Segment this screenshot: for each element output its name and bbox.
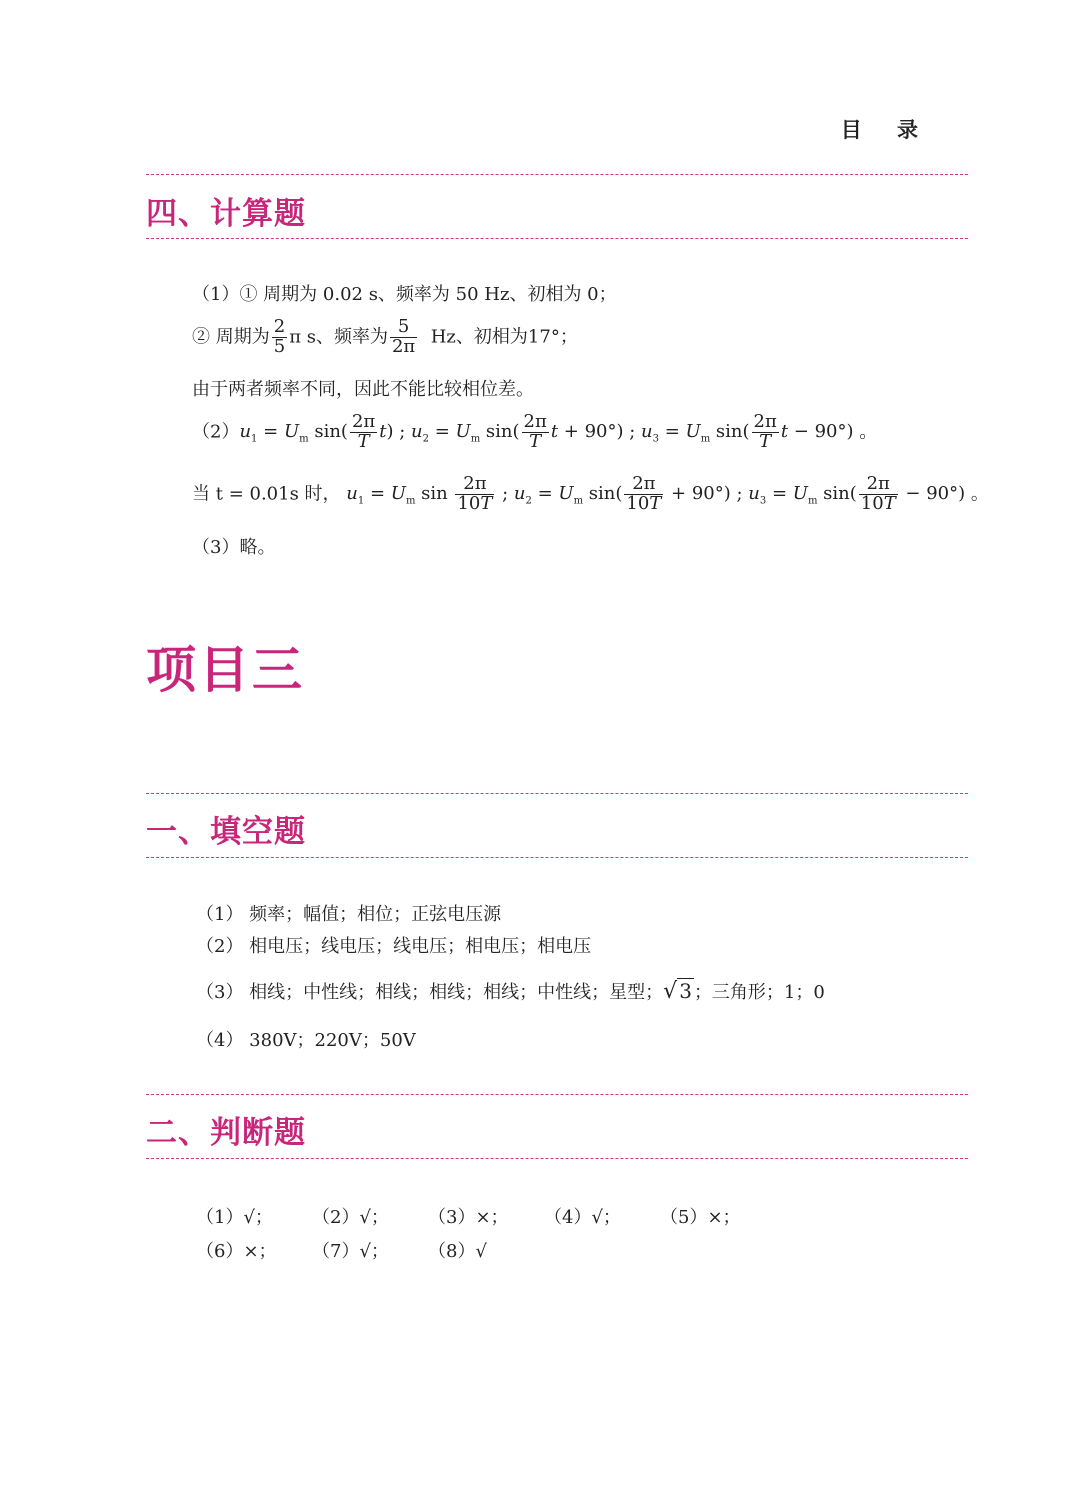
fraction (390, 318, 417, 357)
sqrt-symbol: √ 3 (663, 979, 692, 1004)
calc-line-2 (192, 318, 578, 357)
judge-item-1: （1）√； (196, 1207, 273, 1228)
judge-item-3: （3）×； (428, 1207, 509, 1228)
judge-item-8: （8）√ (428, 1241, 487, 1262)
fill-item-2: （2） 相电压；线电压；线电压；相电压；相电压 (196, 936, 592, 957)
judge-item-6: （6）×； (196, 1241, 277, 1262)
divider (146, 1158, 968, 1159)
denominator: 2π (391, 335, 416, 357)
fill-item-1: （1） 频率；幅值；相位；正弦电压源 (196, 904, 502, 925)
formula-u3: $u_3 = U_m$ sin( $\frac{2\pi}{T}$ t − 90°) (641, 411, 854, 452)
fill-item-3 (196, 978, 825, 1004)
fill-item-3-post: ；三角形；1；0 (693, 982, 825, 1003)
fill-item-4: （4） 380V；220V；50V (196, 1030, 416, 1051)
divider (146, 793, 968, 794)
formula-u2: $u_2 = U_m$ sin( $\frac{2\pi}{T}$ t + 90°) (411, 411, 624, 452)
formula-u2-t: $u_2 = U_m$ sin( $\frac{2\pi}{10T}$ + 90°) (513, 473, 731, 514)
calc-line-6: （3）略。 (192, 537, 276, 558)
judge-item-7: （7）√； (312, 1241, 389, 1262)
calc-line-5-cond: t = 0.01s 时， (215, 483, 341, 505)
formula-u1-t: $u_1 = U_m$ sin $\frac{2\pi}{10T}$ (346, 473, 493, 514)
section-title-judge: 二、判断题 (146, 1115, 306, 1151)
denominator: 5 (273, 335, 286, 357)
divider (146, 174, 968, 175)
calc-line-4-pre: （2） (192, 421, 240, 443)
calc-line-3: 由于两者频率不同，因此不能比较相位差。 (192, 379, 534, 400)
sqrt-value: 3 (679, 979, 692, 1003)
calc-line-1: （1）① 周期为 0.02 s、频率为 50 Hz、初相为 0； (192, 284, 617, 305)
judge-item-5: （5）×； (660, 1207, 741, 1228)
formula-u3-t: $u_3 = U_m$ sin( $\frac{2\pi}{10T}$ − 90°) (748, 473, 966, 514)
header-title: 目 录 (840, 118, 932, 142)
judge-item-4: （4）√； (544, 1207, 621, 1228)
divider (146, 1094, 968, 1095)
calc-line-4: $(2)u_1 = U_m$ sin( $\frac{2\pi}{T}$ t) ; $u_2 = U_m$ sin( $\frac{2\pi}{T}$ t + 90°) ; $u_3 = U_m$ sin( $\frac{2\pi}{T}$ t − 90°) 。 (192, 411, 878, 452)
divider (146, 238, 968, 239)
calc-line-2-mid: π s、频率为 (289, 326, 388, 348)
formula-u1: $u_1 = U_m$ sin( $\frac{2\pi}{T}$ t) (239, 411, 394, 452)
numerator: 5 (390, 318, 417, 338)
divider (146, 857, 968, 858)
calc-line-2-pre: ② 周期为 (192, 326, 270, 348)
calc-line-5: 当 t = 0.01s 时， $u_1 = U_m$ sin $\frac{2\pi}{10T}$ ; $u_2 = U_m$ sin( $\frac{2\pi}{10T}$ + 90°) ; $u_3 = U_m$ sin( $\frac{2\pi}{10T}$ − 90°) 。 (192, 473, 989, 514)
section-title-fill: 一、填空题 (146, 814, 306, 850)
numerator: 2 (273, 316, 286, 337)
calc-line-2-post: Hz、初相为17°； (430, 326, 578, 348)
section-title-calc: 四、计算题 (146, 196, 306, 232)
fill-item-3-pre: （3） 相线；中性线；相线；相线；相线；中性线；星型； (196, 982, 664, 1003)
calc-line-5-pre: 当 (192, 483, 210, 505)
judge-item-2: （2）√； (312, 1207, 389, 1228)
fraction (272, 318, 287, 357)
project-title: 项目三 (146, 641, 305, 699)
